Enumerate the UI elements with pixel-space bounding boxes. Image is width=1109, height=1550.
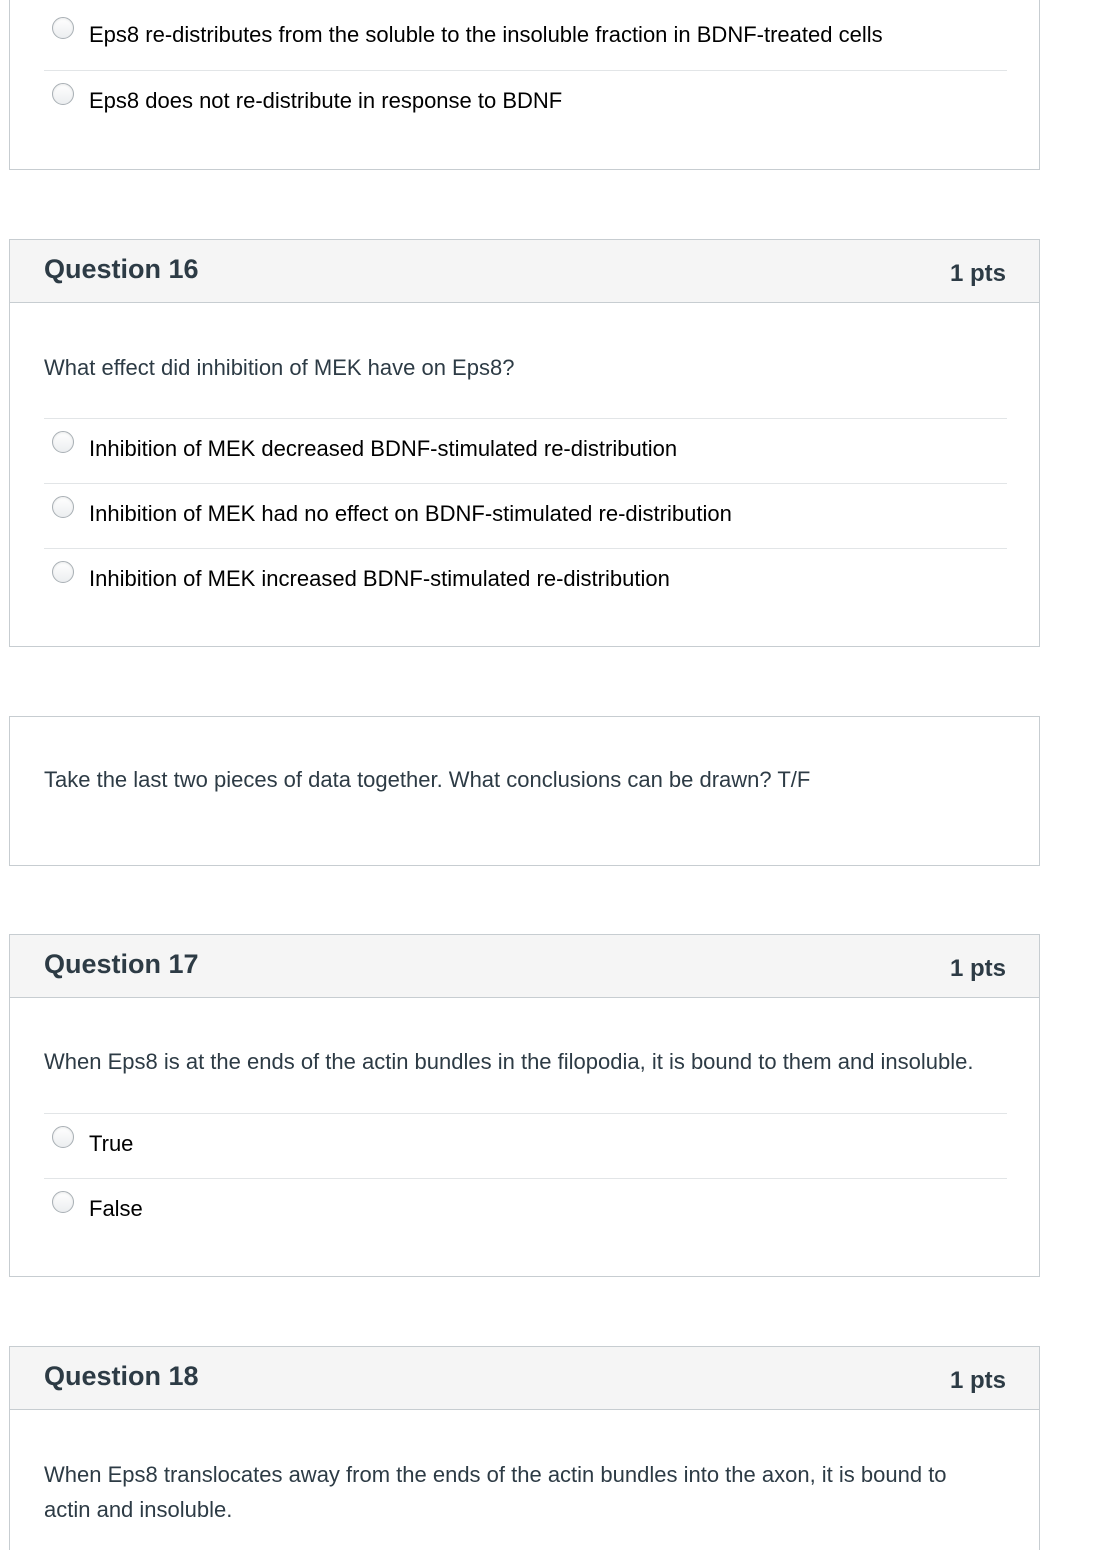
question-title: Question 17 [44,949,199,979]
question-15-card [9,0,1040,170]
question-points: 1 pts [949,1367,1006,1394]
answer-label[interactable]: Eps8 re-distributes from the soluble to the insoluble fraction in BDNF-treated cells [89,22,883,47]
radio-button[interactable] [52,17,74,39]
question-title: Question 18 [44,1361,199,1391]
radio-button[interactable] [52,83,74,105]
info-text: Take the last two pieces of data together. What conclusions can be drawn? T/F [44,767,811,792]
answer-label[interactable]: False [89,1196,143,1221]
answer-label[interactable]: Eps8 does not re-distribute in response to BDNF [89,88,563,113]
radio-button[interactable] [52,431,74,453]
question-17-card [9,934,1040,1277]
radio-button[interactable] [52,496,74,518]
answer-label[interactable]: Inhibition of MEK increased BDNF-stimulated re-distribution [89,566,670,591]
question-points: 1 pts [949,955,1006,982]
answer-option[interactable] [44,483,1007,548]
question-title: Question 16 [44,254,199,284]
answer-option[interactable] [44,1113,1007,1178]
question-header [10,1347,1039,1410]
question-text: When Eps8 translocates away from the ends of the actin bundles into the axon, it is bound to actin and insoluble. [44,1462,947,1522]
radio-button[interactable] [52,561,74,583]
question-18-card [9,1346,1040,1550]
radio-button[interactable] [52,1191,74,1213]
question-16-card [9,239,1040,647]
answer-label[interactable]: Inhibition of MEK had no effect on BDNF-stimulated re-distribution [89,501,732,526]
question-text: What effect did inhibition of MEK have on Eps8? [44,355,515,380]
question-points: 1 pts [949,260,1006,287]
answer-label[interactable]: True [89,1131,134,1156]
answer-option[interactable] [44,70,1007,135]
answer-label[interactable]: Inhibition of MEK decreased BDNF-stimulated re-distribution [89,436,678,461]
answer-option[interactable] [44,548,1007,613]
question-header [10,240,1039,303]
question-header [10,935,1039,998]
answer-option[interactable] [44,418,1007,483]
answer-option[interactable] [44,5,1007,70]
question-text: When Eps8 is at the ends of the actin bundles in the filopodia, it is bound to them and insoluble. [44,1049,974,1074]
answer-option[interactable] [44,1178,1007,1243]
radio-button[interactable] [52,1126,74,1148]
text-only-card [9,716,1040,866]
